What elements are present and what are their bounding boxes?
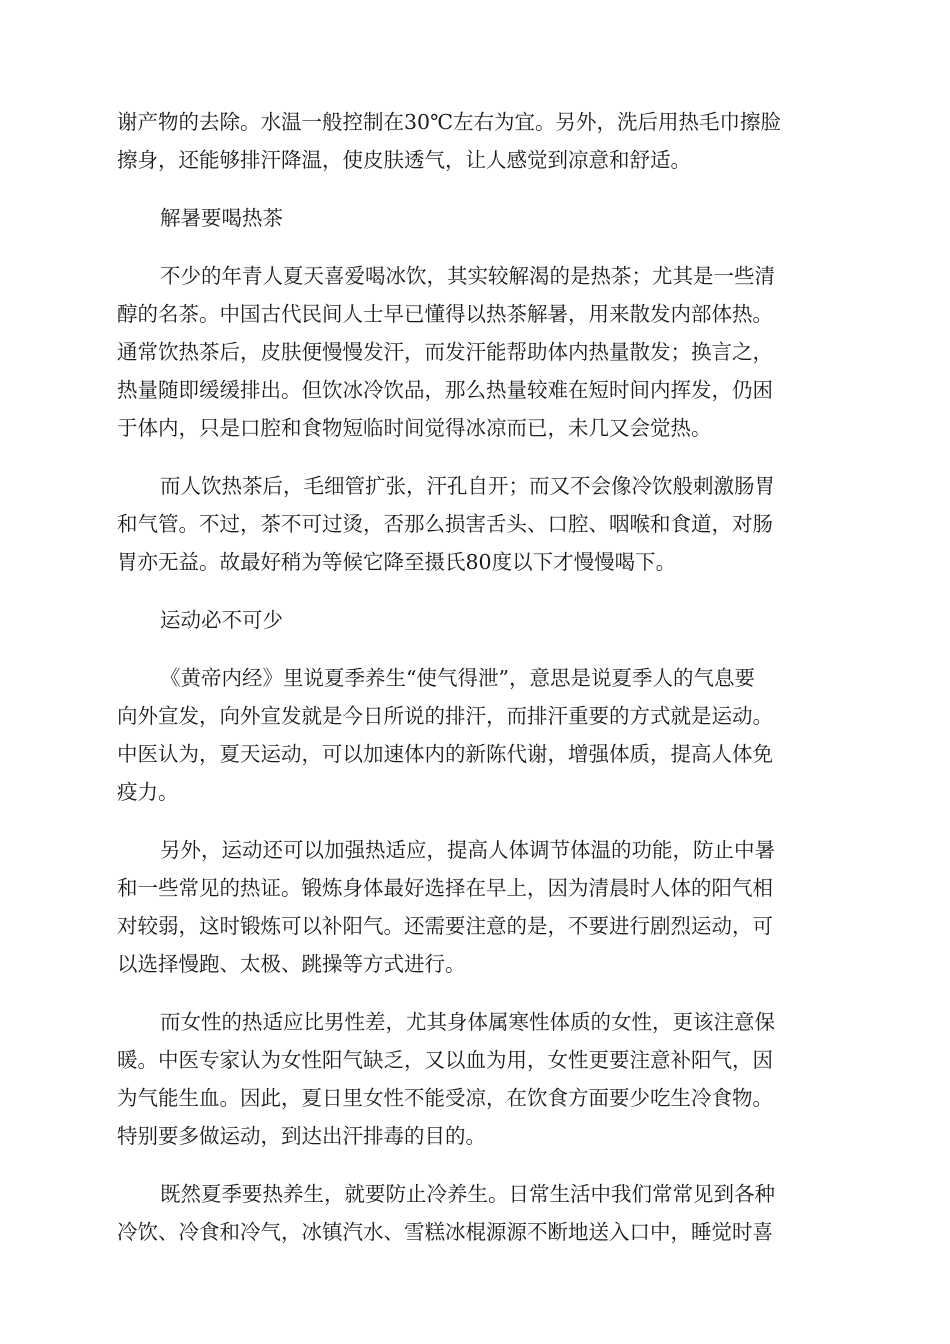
text-line: 疫力。 xyxy=(117,780,179,804)
text-line: 通常饮热茶后，皮肤便慢慢发汗，而发汗能帮助体内热量散发；换言之， xyxy=(117,340,773,364)
text-line: 中医认为，夏天运动，可以加速体内的新陈代谢，增强体质，提高人体免 xyxy=(117,742,773,766)
text-line: 以选择慢跑、太极、跳操等方式进行。 xyxy=(117,952,466,976)
text-line: 既然夏季要热养生，就要防止冷养生。日常生活中我们常常见到各种 xyxy=(160,1182,775,1206)
text-line: 热量随即缓缓排出。但饮冰冷饮品，那么热量较难在短时间内挥发，仍困 xyxy=(117,378,773,402)
text-line: 冷饮、冷食和冷气，冰镇汽水、雪糕冰棍源源不断地送入口中，睡觉时喜 xyxy=(117,1220,773,1244)
text-line: 暖。中医专家认为女性阳气缺乏，又以血为用，女性更要注意补阳气，因 xyxy=(117,1048,773,1072)
text-line: 《黄帝内经》里说夏季养生“使气得泄”，意思是说夏季人的气息要 xyxy=(160,666,755,690)
text-line: 而女性的热适应比男性差，尤其身体属寒性体质的女性，更该注意保 xyxy=(160,1010,775,1034)
text-line: 不少的年青人夏天喜爱喝冰饮，其实较解渴的是热茶；尤其是一些清 xyxy=(160,264,775,288)
text-line: 向外宣发，向外宣发就是今日所说的排汗，而排汗重要的方式就是运动。 xyxy=(117,704,773,728)
text-line: 特别要多做运动，到达出汗排毒的目的。 xyxy=(117,1124,486,1148)
text-line: 醇的名茶。中国古代民间人士早已懂得以热茶解暑，用来散发内部体热。 xyxy=(117,302,773,326)
paragraph xyxy=(117,831,833,983)
text-line: 和一些常见的热证。锻炼身体最好选择在早上，因为清晨时人体的阳气相 xyxy=(117,876,773,900)
text-line: 对较弱，这时锻炼可以补阳气。还需要注意的是，不要进行剧烈运动，可 xyxy=(117,914,773,938)
heading-text: 解暑要喝热茶 xyxy=(160,206,283,230)
text-line: 谢产物的去除。水温一般控制在30℃左右为宜。另外，洗后用热毛巾擦脸 xyxy=(117,110,782,134)
paragraph xyxy=(117,257,833,447)
text-line: 另外，运动还可以加强热适应，提高人体调节体温的功能，防止中暑 xyxy=(160,838,775,862)
text-line: 胃亦无益。故最好稍为等候它降至摄氏80度以下才慢慢喝下。 xyxy=(117,550,677,574)
paragraph xyxy=(117,1003,833,1155)
section-heading-hot-tea xyxy=(117,199,833,237)
paragraph xyxy=(117,467,833,581)
heading-text: 运动必不可少 xyxy=(160,608,283,632)
paragraph xyxy=(117,659,833,811)
paragraph xyxy=(117,1175,833,1251)
text-line: 而人饮热茶后，毛细管扩张，汗孔自开；而又不会像冷饮般刺激肠胃 xyxy=(160,474,775,498)
text-line: 为气能生血。因此，夏日里女性不能受凉，在饮食方面要少吃生冷食物。 xyxy=(117,1086,773,1110)
text-line: 擦身，还能够排汗降温，使皮肤透气，让人感觉到凉意和舒适。 xyxy=(117,148,691,172)
text-line: 于体内，只是口腔和食物短临时间觉得冰凉而已，未几又会觉热。 xyxy=(117,416,712,440)
document-body xyxy=(117,103,833,1251)
text-line: 和气管。不过，茶不可过烫，否那么损害舌头、口腔、咽喉和食道，对肠 xyxy=(117,512,773,536)
section-heading-exercise xyxy=(117,601,833,639)
paragraph-continuation xyxy=(117,103,833,179)
